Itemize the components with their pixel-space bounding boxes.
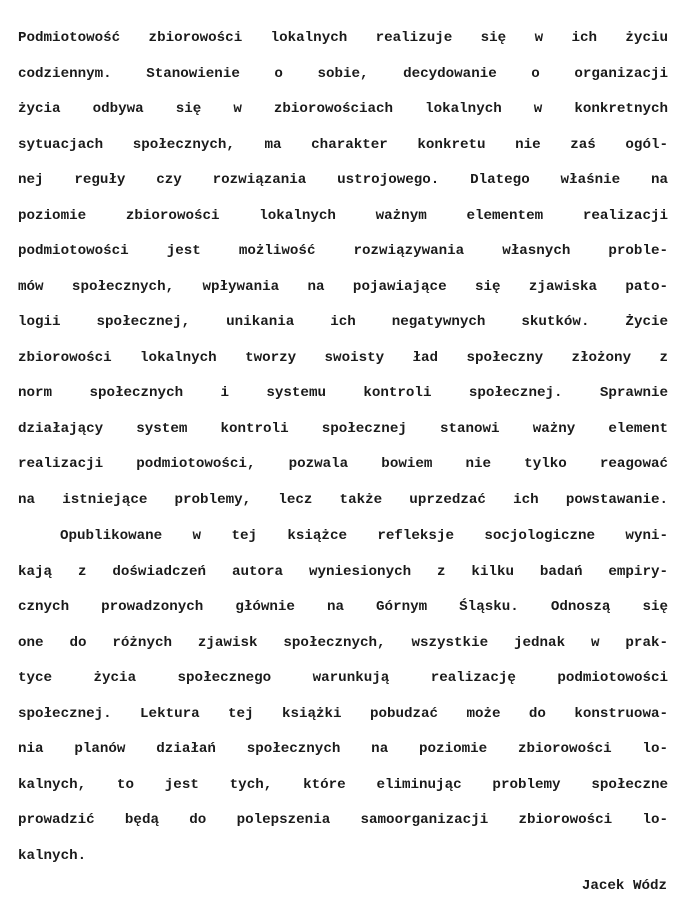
text-line: podmiotowości jest możliwość rozwiązywania własnych proble- — [18, 243, 668, 259]
text-line: norm społecznych i systemu kontroli społecznej. Sprawnie — [18, 385, 668, 401]
text-line: logii społecznej, unikania ich negatywnych skutków. Życie — [18, 314, 668, 330]
text-line: życia odbywa się w zbiorowościach lokalnych w konkretnych — [18, 101, 668, 117]
text-line: nia planów działań społecznych na poziomie zbiorowości lo- — [18, 741, 668, 757]
text-line: Podmiotowość zbiorowości lokalnych realizuje się w ich życiu — [18, 30, 668, 46]
text-line: codziennym. Stanowienie o sobie, decydowanie o organizacji — [18, 65, 668, 82]
author-signature: Jacek Wódz — [581, 878, 667, 894]
paragraph-2 — [18, 519, 668, 874]
text-line: kają z doświadczeń autora wyniesionych z kilku badań empiry- — [18, 563, 668, 580]
text-line: tyce życia społecznego warunkują realizację podmiotowości — [18, 670, 668, 686]
text-line: na istniejące problemy, lecz także uprzedzać ich powstawanie. — [18, 491, 668, 508]
text-line: zbiorowości lokalnych tworzy swoisty ład społeczny złożony z — [18, 349, 668, 366]
text-line: działający system kontroli społecznej stanowi ważny element — [18, 420, 668, 437]
text-line: realizacji podmiotowości, pozwala bowiem nie tylko reagować — [18, 456, 668, 472]
text-line: sytuacjach społecznych, ma charakter konkretu nie zaś ogól- — [18, 136, 668, 153]
text-line: cznych prowadzonych głównie na Górnym Śląsku. Odnoszą się — [18, 599, 668, 615]
text-line: nej reguły czy rozwiązania ustrojowego. Dlatego właśnie na — [18, 172, 668, 188]
text-line: kalnych. — [18, 847, 87, 864]
paragraph-1 — [18, 21, 668, 518]
text-line: społecznej. Lektura tej książki pobudzać może do konstruowa- — [18, 705, 668, 722]
text-line: mów społecznych, wpływania na pojawiające się zjawiska pato- — [18, 278, 668, 295]
text-line: one do różnych zjawisk społecznych, wszystkie jednak w prak- — [18, 634, 668, 651]
text-line: poziomie zbiorowości lokalnych ważnym elementem realizacji — [18, 207, 668, 224]
text-line: kalnych, to jest tych, które eliminując problemy społeczne — [18, 776, 668, 793]
text-line: prowadzić będą do polepszenia samoorganizacji zbiorowości lo- — [18, 812, 668, 828]
text-line: Opublikowane w tej książce refleksje socjologiczne wyni- — [60, 528, 668, 544]
